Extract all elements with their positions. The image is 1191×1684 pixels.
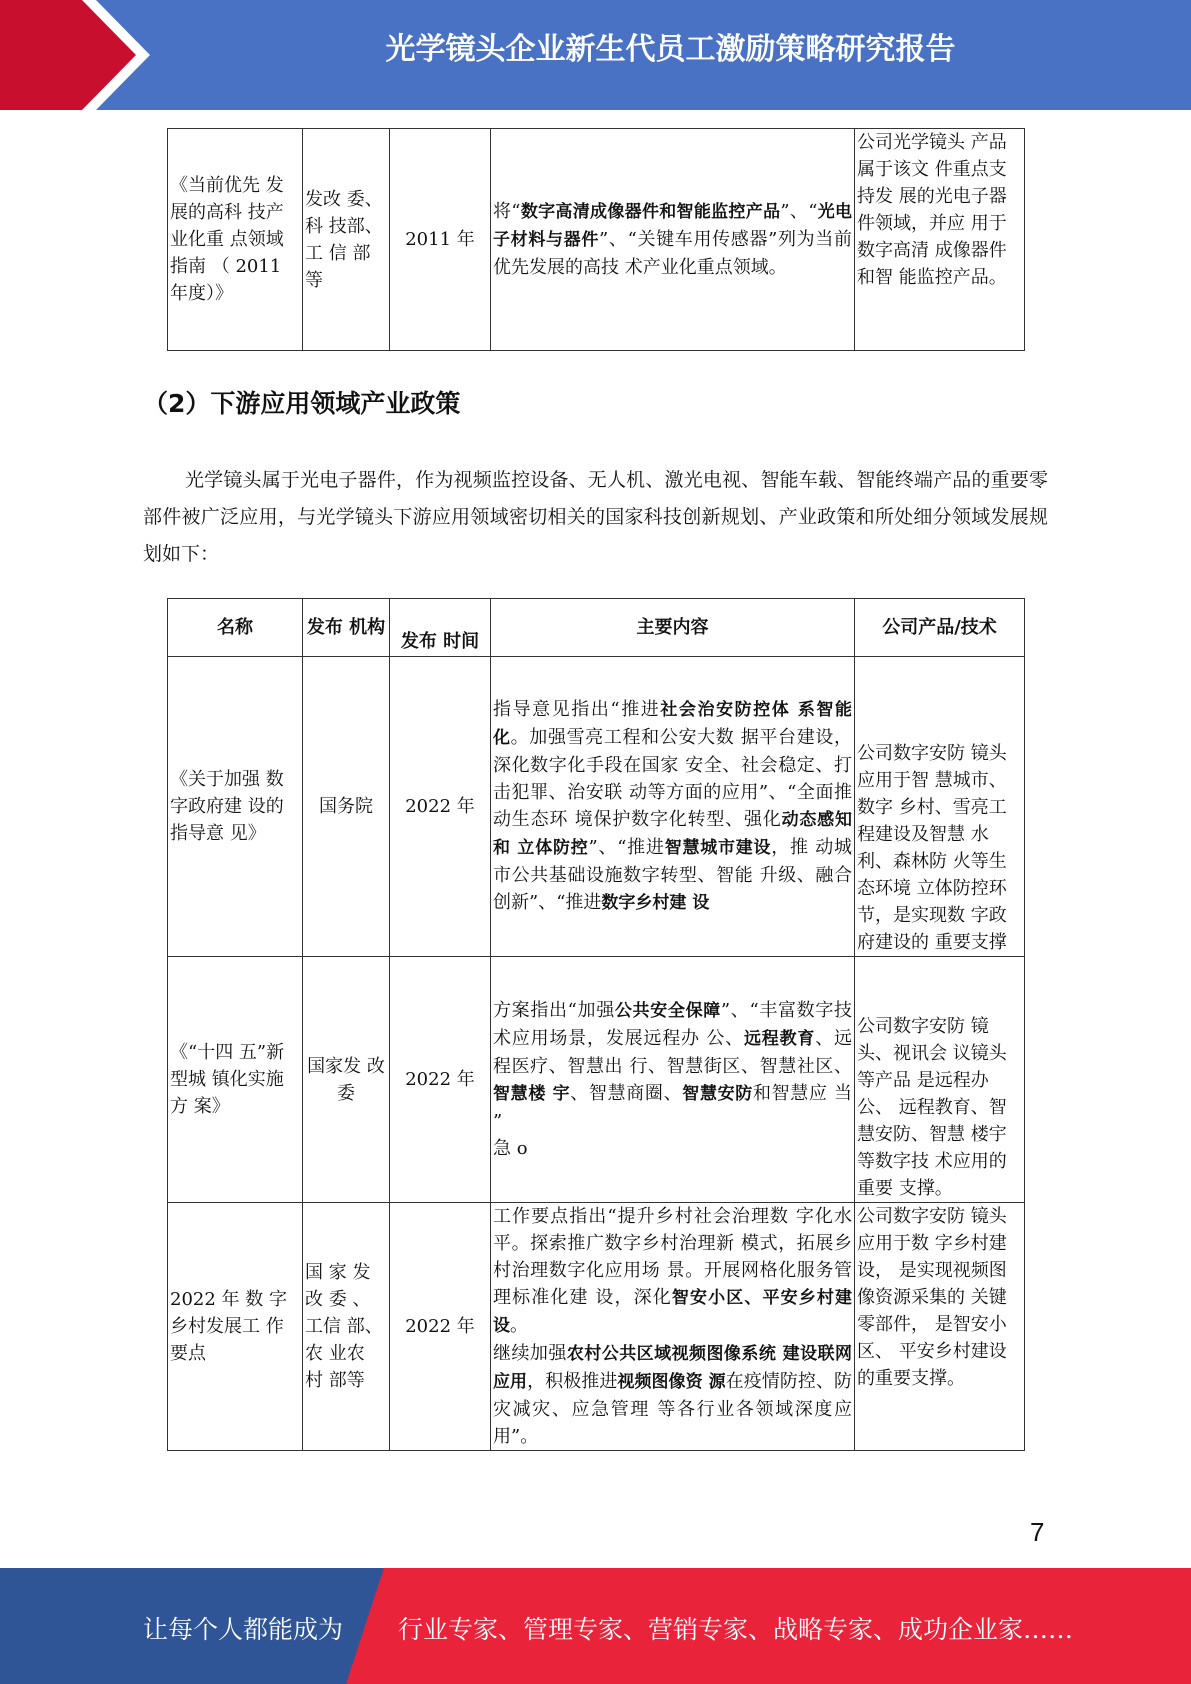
policy-content: [491, 657, 855, 957]
footer-slogan-left: 让每个人都能成为: [143, 1615, 344, 1644]
emphasized-text: 数字高清成像器件和智能监控产品: [520, 202, 781, 222]
emphasized-text: 光电子材料与器件: [493, 202, 853, 250]
policy-content: [491, 957, 855, 1203]
policy-year: 2022 年: [390, 657, 491, 957]
company-product: 公司数字安防 镜头应用于智 慧城市、数字 乡村、雪亮工 程建设及智慧 水利、森林防 火等生态环境 立体防控环 节，是实现数 字政府建设的 重要支撑: [855, 657, 1025, 957]
header-time: 发布 时间: [390, 599, 491, 657]
content-text: 方案指出“加强: [493, 1000, 615, 1021]
policy-year: 2022 年: [390, 957, 491, 1203]
content-text: ”、“丰富数字技术应用场景，发展远程办 公、: [493, 1000, 853, 1049]
policy-issuer: 发改 委、科 技部、工 信 部 等: [303, 129, 390, 351]
emphasized-text: 智慧安防: [682, 1084, 753, 1104]
header-arrow-decoration: [0, 0, 150, 110]
policy-content: [491, 1203, 855, 1451]
table-row: [168, 129, 1025, 351]
policy-name: 《当前优先 发展的高科 技产业化重 点领域指南 （ 2011 年度）》: [168, 129, 303, 351]
company-product: 公司数字安防 镜头、视讯会 议镜头等产品 是远程办公、 远程教育、智 慧安防、智慧 楼宇等数字技 术应用的重要 支撑。: [855, 957, 1025, 1203]
content-text: ，积极推进: [527, 1371, 618, 1392]
content-text: 急 o: [493, 1138, 528, 1159]
company-product: 公司数字安防 镜头应用于数 字乡村建设， 是实现视频图 像资源采集的 关键零部件， 是智安小区、 平安乡村建设 的重要支撑。: [855, 1203, 1025, 1451]
content-text: ，推 动城市公共基础设施数字转型、智能 升级、融合创新”、“推进: [493, 837, 853, 913]
policy-issuer: 国务院: [303, 657, 390, 957]
content-text: 和智慧应 当 ”: [493, 1083, 853, 1132]
header-product: 公司产品/技术: [855, 599, 1025, 657]
table-row: [168, 957, 1025, 1203]
emphasized-text: 智慧楼 宇: [493, 1084, 571, 1104]
content-text: 将“: [493, 201, 521, 222]
section-heading: （2）下游应用领域产业政策: [143, 389, 461, 418]
content-text: 。加强雪亮工程和公安大数 据平台建设，深化数字化手段在国家 安全、社会稳定、打击犯罪、治安联 动等方面的应用”、“全面推动生态环 境保护数字化转型、强化: [493, 727, 852, 830]
emphasized-text: 视频图像资 源: [617, 1372, 726, 1392]
header-content: 主要内容: [491, 599, 855, 657]
policy-content: [491, 129, 855, 351]
table-row: [168, 1203, 1025, 1451]
content-text: 。: [510, 1315, 528, 1336]
content-text: ”、“: [780, 201, 818, 222]
page-number: 7: [1030, 1517, 1045, 1547]
policy-table-upstream: [167, 128, 1025, 351]
table-header-row: [168, 599, 1025, 657]
company-product: 公司光学镜头 产品属于该文 件重点支持发 展的光电子器 件领域，并应 用于数字高清 成像器件和智 能监控产品。: [855, 129, 1025, 351]
content-text: ”、“推进: [588, 837, 665, 858]
emphasized-text: 动态感知和 立体防控: [493, 810, 852, 858]
policy-table-downstream: [167, 598, 1025, 1451]
policy-name: 《关于加强 数字政府建 设的指导意 见》: [168, 657, 303, 957]
report-title: 光学镜头企业新生代员工激励策略研究报告: [385, 32, 956, 67]
content-text: 工作要点指出“提升乡村社会治理数 字化水平。探索推广数字乡村治理新 模式，拓展乡村治理数字化应用场 景。开展网格化服务管理标准化建 设，深化: [493, 1206, 852, 1308]
policy-year: 2011 年: [390, 129, 491, 351]
content-text: 、远程医疗、智慧出 行、智慧街区、智慧社区、: [493, 1028, 852, 1077]
content-text: 、智慧商圈、: [570, 1083, 683, 1104]
content-text: ”、“关键车用传感器”列为当前优先发展的高技 术产业化重点领域。: [493, 229, 853, 278]
header-issuer: 发布 机构: [303, 599, 390, 657]
emphasized-text: 数字乡村建 设: [601, 893, 710, 913]
emphasized-text: 智安小区、平安乡村建设: [493, 1288, 852, 1336]
content-text: 继续加强: [493, 1343, 567, 1364]
emphasized-text: 公共安全保障: [614, 1001, 721, 1021]
header-name: 名称: [168, 599, 303, 657]
emphasized-text: 农村公共区域视频图像系统 建设联网应用: [493, 1344, 853, 1392]
content-text: 指导意见指出“推进: [493, 699, 661, 720]
policy-year: 2022 年: [390, 1203, 491, 1451]
emphasized-text: 远程教育: [743, 1029, 816, 1049]
policy-issuer: 国 家 发 改 委 、工信 部、农 业农 村 部等: [303, 1203, 390, 1451]
page-header: [0, 0, 1191, 110]
policy-name: 《“十四 五”新型城 镇化实施方 案》: [168, 957, 303, 1203]
emphasized-text: 智慧城市建设: [664, 838, 772, 858]
emphasized-text: 社会治安防控体 系智能化: [493, 700, 853, 748]
policy-issuer: 国家发 改委: [303, 957, 390, 1203]
content-text: 在疫情防控、防灾减灾、应急管理 等各行业各领域深度应用”。: [493, 1371, 853, 1447]
intro-paragraph: 光学镜头属于光电子器件，作为视频监控设备、无人机、激光电视、智能车载、智能终端产品的重要零部件被广泛应用，与光学镜头下游应用领域密切相关的国家科技创新规划、产业政策和所处细分领域发展规划如下：: [143, 469, 1048, 565]
table-row: [168, 657, 1025, 957]
policy-name: 2022 年 数 字乡村发展工 作要点: [168, 1203, 303, 1451]
footer-slogan-right: 行业专家、管理专家、营销专家、战略专家、成功企业家……: [398, 1615, 1074, 1644]
